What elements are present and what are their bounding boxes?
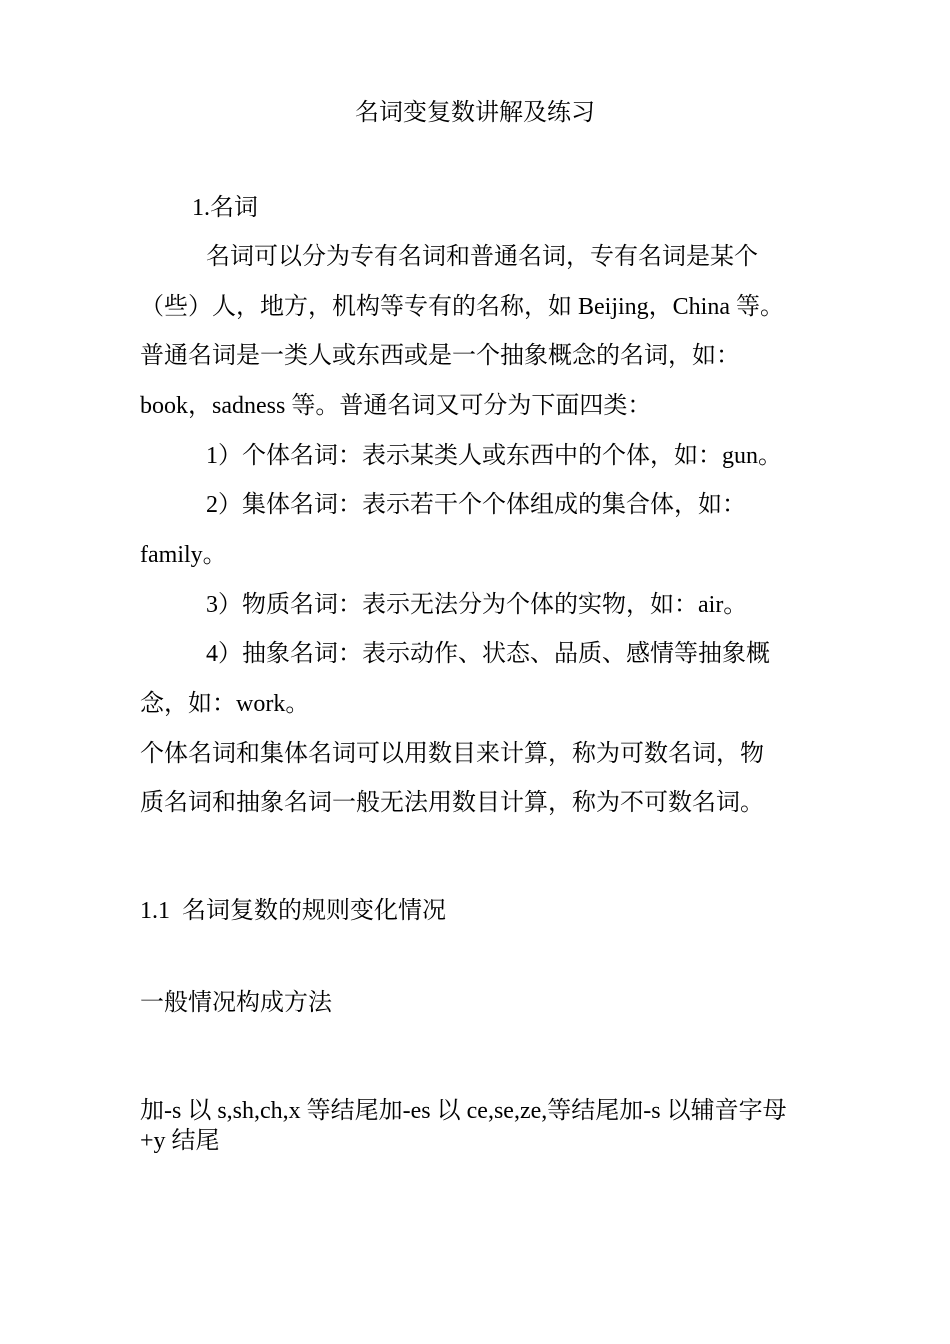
rule-line: +y 结尾 [140,1128,220,1154]
paragraph-line: 普通名词是一类人或东西或是一个抽象概念的名词，如： [140,343,740,369]
general-method-heading: 一般情况构成方法 [140,990,332,1016]
rule-line: 加-s 以 s,sh,ch,x 等结尾加-es 以 ce,se,ze,等结尾加-s 以辅音字母 [140,1098,787,1124]
summary-line: 个体名词和集体名词可以用数目来计算，称为可数名词，物 [140,741,764,767]
paragraph-line: 名词可以分为专有名词和普通名词，专有名词是某个 [206,244,758,270]
section-heading-nouns: 1.名词 [192,195,258,221]
category-line: family。 [140,542,227,568]
paragraph-line: book，sadness 等。普通名词又可分为下面四类： [140,393,652,419]
summary-line: 质名词和抽象名词一般无法用数目计算，称为不可数名词。 [140,790,764,816]
category-line: 4）抽象名词：表示动作、状态、品质、感情等抽象概 [206,641,770,667]
document-title: 名词变复数讲解及练习 [355,100,595,126]
category-line: 念，如：work。 [140,691,310,717]
category-line: 1）个体名词：表示某类人或东西中的个体，如：gun。 [206,443,782,469]
category-line: 2）集体名词：表示若干个个体组成的集合体，如： [206,492,746,518]
section-heading-regular-plurals: 1.1 名词复数的规则变化情况 [140,898,446,924]
paragraph-line: （些）人，地方，机构等专有的名称，如 Beijing，China 等。 [140,294,784,320]
category-line: 3）物质名词：表示无法分为个体的实物，如：air。 [206,592,748,618]
